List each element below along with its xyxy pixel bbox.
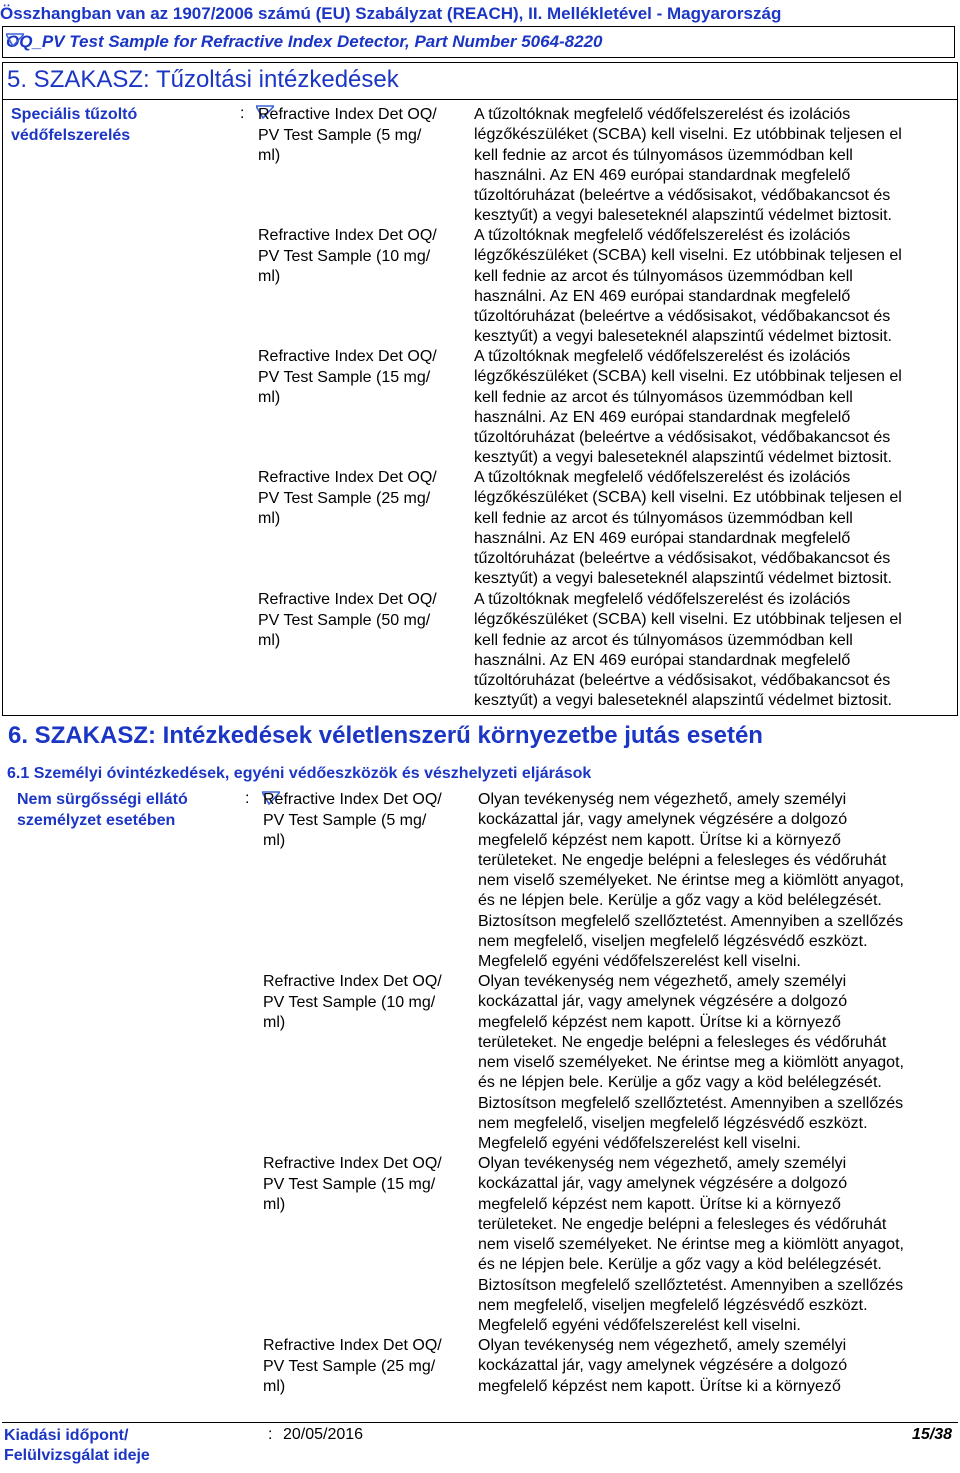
- text-line: kesztyűt) a vegyi baleseteknél alapszintű védelmet biztosit.: [474, 570, 892, 588]
- text-line: légzőkészüléket (SCBA) kell viselni. Ez utóbbinak teljesen el: [474, 368, 902, 386]
- product-name: [258, 347, 437, 409]
- personal-precautions-text: [478, 790, 904, 973]
- product-name: [263, 1154, 442, 1216]
- text-line: nem megfelelő, viseljen megfelelő légzésvédő eszközt.: [478, 1297, 868, 1315]
- product-name-line: ml): [258, 510, 281, 527]
- text-line: Olyan tevékenység nem végezhető, amely személyi: [478, 1155, 847, 1172]
- footer-divider: [2, 1422, 958, 1423]
- text-line: és ne lépjen bele. Kerülje a gőz vagy a köd belélegzését.: [478, 1256, 882, 1274]
- footer-colon: :: [268, 1426, 273, 1443]
- text-line: használni. Az EN 469 európai standardnak megfelelő: [474, 651, 851, 669]
- text-line: nem megfelelő, viseljen megfelelő légzésvédő eszközt.: [478, 933, 868, 951]
- text-line: kockázattal jár, vagy amelynek végzésére a dolgozó: [478, 1175, 848, 1193]
- text-line: légzőkészüléket (SCBA) kell viselni. Ez utóbbinak teljesen el: [474, 247, 902, 265]
- product-name-line: ml): [258, 268, 281, 285]
- text-line: területeket. Ne engedje belépni a felesleges és védőruhát: [478, 851, 887, 869]
- text-line: nem viselő személyeket. Ne érintse meg a kiömlött anyagot,: [478, 872, 904, 890]
- fire-protection-text: [474, 590, 902, 712]
- text-line: A tűzoltóknak megfelelő védőfelszerelést és izolációs: [474, 591, 851, 608]
- text-line: megfelelő képzést nem kapott. Ürítse ki a környező: [478, 1013, 841, 1031]
- text-line: megfelelő képzést nem kapott. Ürítse ki a környező: [478, 831, 841, 849]
- product-name-line: PV Test Sample (25 mg/: [258, 489, 431, 507]
- text-line: Biztosítson megfelelő szellőztetést. Amennyiben a szellőzés: [478, 1276, 904, 1294]
- product-name-line: PV Test Sample (50 mg/: [258, 611, 431, 629]
- text-line: tűzoltóruházat (beleértve a védősisakot, védőbakancsot és: [474, 672, 891, 690]
- product-name: [258, 105, 437, 167]
- product-name-line: Refractive Index Det OQ/: [258, 348, 437, 365]
- text-line: kell fednie az arcot és túlnyomásos üzemmódban kell: [474, 267, 853, 285]
- product-name-line: ml): [263, 1378, 286, 1395]
- text-line: és ne lépjen bele. Kerülje a gőz vagy a köd belélegzését.: [478, 892, 882, 910]
- fire-protection-text: [474, 105, 902, 227]
- text-line: légzőkészüléket (SCBA) kell viselni. Ez utóbbinak teljesen el: [474, 611, 902, 629]
- text-line: légzőkészüléket (SCBA) kell viselni. Ez utóbbinak teljesen el: [474, 489, 902, 507]
- product-name-line: Refractive Index Det OQ/: [263, 791, 442, 808]
- product-name-line: ml): [263, 1014, 286, 1031]
- product-name-line: PV Test Sample (25 mg/: [263, 1357, 436, 1375]
- page-number: 15/38: [911, 1426, 952, 1443]
- text-line: nem megfelelő, viseljen megfelelő légzésvédő eszközt.: [478, 1115, 868, 1133]
- product-name-line: Refractive Index Det OQ/: [258, 106, 437, 123]
- section6-label-line1: Nem sürgősségi ellátó: [17, 791, 188, 808]
- section6-colon: :: [245, 790, 250, 807]
- text-line: Megfelelő egyéni védőfelszerelést kell viselni.: [478, 1135, 801, 1153]
- text-line: nem viselő személyeket. Ne érintse meg a kiömlött anyagot,: [478, 1236, 904, 1254]
- text-line: használni. Az EN 469 európai standardnak megfelelő: [474, 166, 851, 184]
- product-name: [263, 790, 442, 852]
- footer-label-line1: Kiadási időpont/: [4, 1427, 129, 1444]
- section5-label: [11, 105, 137, 146]
- text-line: használni. Az EN 469 európai standardnak megfelelő: [474, 287, 851, 305]
- text-line: A tűzoltóknak megfelelő védőfelszerelést és izolációs: [474, 469, 851, 486]
- product-name: [258, 226, 437, 288]
- text-line: kesztyűt) a vegyi baleseteknél alapszintű védelmet biztosit.: [474, 328, 892, 346]
- personal-precautions-text: [478, 1336, 847, 1397]
- text-line: megfelelő képzést nem kapott. Ürítse ki a környező: [478, 1377, 841, 1395]
- product-name-line: ml): [258, 632, 281, 649]
- product-name-line: ml): [263, 1196, 286, 1213]
- text-line: kell fednie az arcot és túlnyomásos üzemmódban kell: [474, 509, 853, 527]
- product-name-line: Refractive Index Det OQ/: [258, 591, 437, 608]
- personal-precautions-text: [478, 972, 904, 1155]
- product-name-line: PV Test Sample (5 mg/: [263, 811, 427, 829]
- text-line: kell fednie az arcot és túlnyomásos üzemmódban kell: [474, 388, 853, 406]
- text-line: A tűzoltóknak megfelelő védőfelszerelést és izolációs: [474, 348, 851, 365]
- regulation-header: Összhangban van az 1907/2006 számú (EU) Szabályzat (REACH), II. Mellékletével - Magyarország: [0, 4, 782, 23]
- text-line: A tűzoltóknak megfelelő védőfelszerelést és izolációs: [474, 227, 851, 244]
- product-name: [263, 1336, 442, 1398]
- footer-label-line2: Felülvizsgálat ideje: [4, 1447, 150, 1464]
- text-line: nem viselő személyeket. Ne érintse meg a kiömlött anyagot,: [478, 1054, 904, 1072]
- fire-protection-text: [474, 347, 902, 469]
- text-line: légzőkészüléket (SCBA) kell viselni. Ez utóbbinak teljesen el: [474, 126, 902, 144]
- text-line: Olyan tevékenység nem végezhető, amely személyi: [478, 791, 847, 808]
- fire-protection-text: [474, 226, 902, 348]
- product-name-line: PV Test Sample (5 mg/: [258, 126, 422, 144]
- product-name-line: PV Test Sample (10 mg/: [263, 993, 436, 1011]
- text-line: Biztosítson megfelelő szellőztetést. Amennyiben a szellőzés: [478, 912, 904, 930]
- text-line: tűzoltóruházat (beleértve a védősisakot, védőbakancsot és: [474, 187, 891, 205]
- product-name-line: Refractive Index Det OQ/: [263, 973, 442, 990]
- section6-label: [17, 790, 188, 831]
- product-name-line: ml): [258, 389, 281, 406]
- text-line: A tűzoltóknak megfelelő védőfelszerelést és izolációs: [474, 106, 851, 123]
- text-line: kesztyűt) a vegyi baleseteknél alapszintű védelmet biztosit.: [474, 692, 892, 710]
- section5-title: 5. SZAKASZ: Tűzoltási intézkedések: [7, 66, 399, 93]
- section6-1-subtitle: 6.1 Személyi óvintézkedések, egyéni védőeszközök és vészhelyzeti eljárások: [7, 765, 592, 782]
- product-header: OQ_PV Test Sample for Refractive Index Detector, Part Number 5064-8220: [6, 32, 603, 51]
- section5-label-line1: Speciális tűzoltó: [11, 106, 138, 123]
- text-line: területeket. Ne engedje belépni a felesleges és védőruhát: [478, 1215, 887, 1233]
- fire-protection-text: [474, 468, 902, 590]
- product-name-line: ml): [258, 147, 281, 164]
- product-name-line: Refractive Index Det OQ/: [263, 1337, 442, 1354]
- text-line: használni. Az EN 469 európai standardnak megfelelő: [474, 408, 851, 426]
- text-line: területeket. Ne engedje belépni a felesleges és védőruhát: [478, 1033, 887, 1051]
- text-line: Megfelelő egyéni védőfelszerelést kell viselni.: [478, 953, 801, 971]
- section5-label-line2: védőfelszerelés: [11, 126, 131, 144]
- product-name-line: Refractive Index Det OQ/: [258, 469, 437, 486]
- text-line: használni. Az EN 469 európai standardnak megfelelő: [474, 529, 851, 547]
- text-line: kockázattal jár, vagy amelynek végzésére a dolgozó: [478, 811, 848, 829]
- product-name-line: PV Test Sample (10 mg/: [258, 247, 431, 265]
- section6-label-line2: személyzet esetében: [17, 811, 176, 829]
- text-line: Biztosítson megfelelő szellőztetést. Amennyiben a szellőzés: [478, 1094, 904, 1112]
- text-line: kockázattal jár, vagy amelynek végzésére a dolgozó: [478, 993, 848, 1011]
- text-line: tűzoltóruházat (beleértve a védősisakot, védőbakancsot és: [474, 429, 891, 447]
- product-name-line: ml): [263, 832, 286, 849]
- text-line: Megfelelő egyéni védőfelszerelést kell viselni.: [478, 1317, 801, 1335]
- text-line: kockázattal jár, vagy amelynek végzésére a dolgozó: [478, 1357, 848, 1375]
- text-line: és ne lépjen bele. Kerülje a gőz vagy a köd belélegzését.: [478, 1074, 882, 1092]
- product-name: [258, 468, 437, 530]
- text-line: kesztyűt) a vegyi baleseteknél alapszintű védelmet biztosit.: [474, 449, 892, 467]
- product-name-line: Refractive Index Det OQ/: [258, 227, 437, 244]
- section5-colon: :: [240, 105, 245, 122]
- text-line: kell fednie az arcot és túlnyomásos üzemmódban kell: [474, 146, 853, 164]
- product-name-line: PV Test Sample (15 mg/: [263, 1175, 436, 1193]
- section6-title: 6. SZAKASZ: Intézkedések véletlenszerű környezetbe jutás esetén: [8, 722, 763, 749]
- personal-precautions-text: [478, 1154, 904, 1337]
- product-name: [263, 972, 442, 1034]
- text-line: tűzoltóruházat (beleértve a védősisakot, védőbakancsot és: [474, 550, 891, 568]
- product-name-line: Refractive Index Det OQ/: [263, 1155, 442, 1172]
- text-line: Olyan tevékenység nem végezhető, amely személyi: [478, 973, 847, 990]
- text-line: kell fednie az arcot és túlnyomásos üzemmódban kell: [474, 631, 853, 649]
- footer-label: [4, 1426, 150, 1466]
- text-line: tűzoltóruházat (beleértve a védősisakot, védőbakancsot és: [474, 308, 891, 326]
- checkmark-icon: [6, 33, 24, 47]
- product-name: [258, 590, 437, 652]
- text-line: kesztyűt) a vegyi baleseteknél alapszintű védelmet biztosit.: [474, 207, 892, 225]
- revision-date: 20/05/2016: [283, 1426, 364, 1443]
- product-name-line: PV Test Sample (15 mg/: [258, 368, 431, 386]
- text-line: Olyan tevékenység nem végezhető, amely személyi: [478, 1337, 847, 1354]
- text-line: megfelelő képzést nem kapott. Ürítse ki a környező: [478, 1195, 841, 1213]
